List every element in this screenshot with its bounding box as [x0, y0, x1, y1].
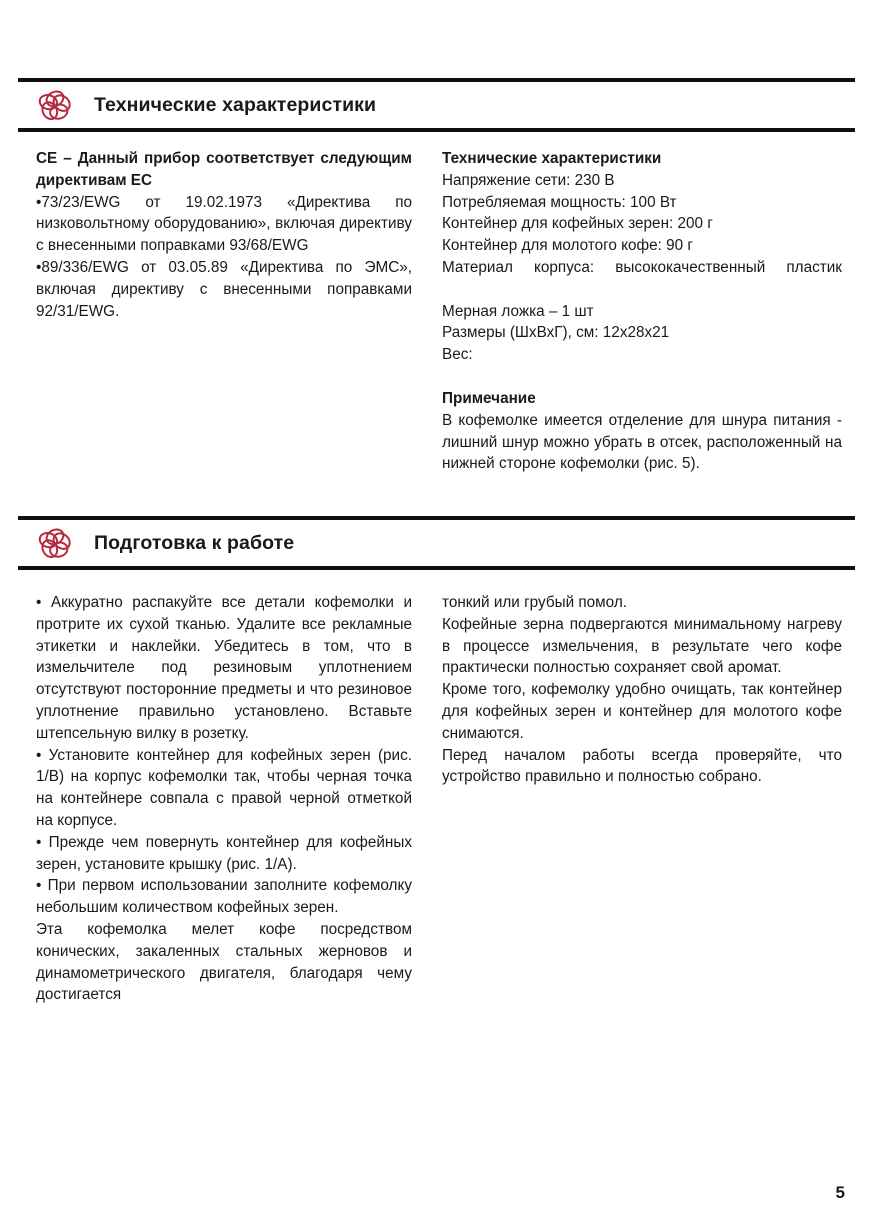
- section-rule-bottom: [18, 128, 855, 132]
- note-heading: Примечание: [442, 389, 536, 407]
- prep-grinder-description: Эта кофемолка мелет кофе посредством конических, закаленных стальных жерновов и динамометрического двигателя, благодаря чему достигается: [36, 920, 412, 1004]
- prep-step-lid: • Прежде чем повернуть контейнер для кофейных зерен, установите крышку (рис. 1/А).: [36, 833, 412, 873]
- prep-cleaning: Кроме того, кофемолку удобно очищать, так контейнер для кофейных зерен и контейнер для молотого кофе снимаются.: [442, 681, 842, 742]
- spec-material: [442, 257, 842, 301]
- ce-directive-1: •73/23/EWG от 19.02.1973 «Директива по низковольтному оборудованию», включая директиву с внесенными поправками 93/68/EWG: [36, 193, 412, 255]
- rosette-logo-icon: [36, 524, 74, 562]
- spec-voltage: Напряжение сети: 230 В: [442, 171, 615, 189]
- spec-spoon: Мерная ложка – 1 шт: [442, 302, 594, 320]
- ce-directive-2: •89/336/EWG от 03.05.89 «Директива по ЭМС», включая директиву с внесенными поправками 92/31/EWG.: [36, 258, 412, 320]
- spec-power: Потребляемая мощность: 100 Вт: [442, 193, 677, 211]
- rosette-logo-icon: [36, 86, 74, 124]
- prep-step-first-use: • При первом использовании заполните кофемолку небольшим количеством кофейных зерен.: [36, 877, 412, 917]
- spec-weight: Вес:: [442, 346, 473, 364]
- note-block: [442, 388, 842, 475]
- section-header-tech-specs: [18, 78, 855, 132]
- tech-specs-left-column: [36, 148, 412, 475]
- spec-ground-container: Контейнер для молотого кофе: 90 г: [442, 237, 693, 255]
- prep-beans-heat: Кофейные зерна подвергаются минимальному нагреву в процессе измельчения, в результате чего кофе практически полностью сохраняет свой аромат.: [442, 615, 842, 677]
- prep-step-unpack: • Аккуратно распакуйте все детали кофемолки и протрите их сухой тканью. Удалите все рекламные этикетки и наклейки. Убедитесь в том, что в измельчителе под резиновым уплотнением отсутствуют посторонние предметы и что резиновое уплотнение правильно установлено. Вставьте штепсельную вилку в розетку.: [36, 594, 412, 742]
- page-number: 5: [835, 1183, 845, 1202]
- note-text: В кофемолке имеется отделение для шнура питания - лишний шнур можно убрать в отсек, расположенный на нижней стороне кофемолки (рис. 5).: [442, 411, 842, 473]
- tech-specs-columns: [36, 148, 842, 475]
- section-title: Подготовка к работе: [94, 531, 295, 554]
- preparation-left-column: [36, 592, 412, 1006]
- spec-list-heading: Технические характеристики: [442, 150, 662, 167]
- section-rule-bottom: [18, 566, 855, 570]
- section-title: Технические характеристики: [94, 93, 377, 116]
- section-header-preparation: [18, 516, 855, 570]
- preparation-right-column: [442, 592, 842, 1006]
- spec-material-label: Материал корпуса:: [442, 258, 595, 276]
- prep-check-assembly: Перед началом работы всегда проверяйте, что устройство правильно и полностью собрано.: [442, 746, 842, 786]
- preparation-columns: [36, 592, 842, 1006]
- tech-specs-right-column: [442, 148, 842, 475]
- spec-material-value: высококачественный пластик: [615, 258, 842, 276]
- prep-grind-continuation: тонкий или грубый помол.: [442, 594, 628, 611]
- prep-step-install-container: • Установите контейнер для кофейных зерен (рис. 1/B) на корпус кофемолки так, чтобы черная точка на контейнере совпала с правой черной отметкой на корпусе.: [36, 746, 412, 829]
- spec-bean-container: Контейнер для кофейных зерен: 200 г: [442, 215, 713, 233]
- spec-dimensions: Размеры (ШхВхГ), см: 12x28x21: [442, 324, 670, 342]
- ce-heading: CE – Данный прибор соответствует следующим директивам ЕС: [36, 150, 412, 189]
